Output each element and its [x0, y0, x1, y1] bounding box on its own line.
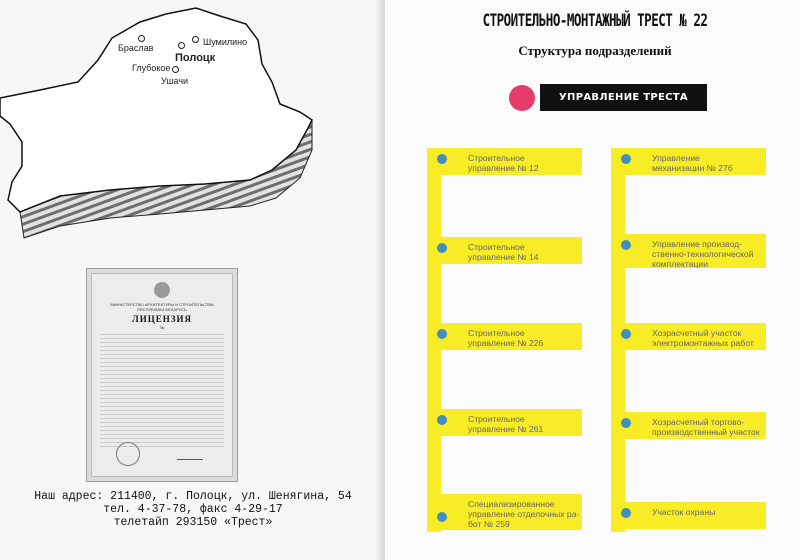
unit-card: Участок охраны: [611, 502, 766, 529]
town-ushachi: Ушачи: [161, 76, 189, 86]
town-marker: [178, 42, 185, 49]
unit-card: Хозрасчетный участок электромонтажных работ: [611, 323, 766, 350]
license-inner: [91, 273, 233, 477]
map-outline: [0, 0, 330, 240]
unit-card: Строительное управление № 12: [427, 148, 582, 175]
left-page: [0, 0, 385, 560]
unit-card: Специализированное управление отделочных ра- бот № 259: [427, 494, 582, 530]
seal-icon: [116, 442, 140, 466]
bullet-icon: [437, 154, 447, 164]
town-marker: [192, 36, 199, 43]
emblem-icon: [154, 282, 170, 298]
town-marker: [138, 35, 145, 42]
bullet-icon: [437, 512, 447, 522]
management-box: УПРАВЛЕНИЕ ТРЕСТА: [540, 84, 707, 111]
town-glubokoe: Глубокое: [132, 63, 171, 73]
bullet-icon: [437, 329, 447, 339]
unit-card: Хозрасчетный торгово- производственный участок: [611, 412, 766, 439]
bullet-icon: [621, 329, 631, 339]
license-number: №: [159, 325, 165, 330]
town-polotsk: Полоцк: [175, 52, 216, 64]
page-title: СТРОИТЕЛЬНО-МОНТАЖНЫЙ ТРЕСТ № 22: [482, 10, 708, 31]
bullet-icon: [621, 508, 631, 518]
management-dot-icon: [509, 85, 535, 111]
belarus-map: [0, 0, 330, 240]
license-ministry: МИНИСТЕРСТВО АРХИТЕКТУРЫ И СТРОИТЕЛЬСТВА РЕСПУБЛИКИ БЕЛАРУСЬ: [110, 302, 214, 312]
unit-card: Строительное управление № 226: [427, 323, 582, 350]
license-title: ЛИЦЕНЗИЯ: [132, 314, 192, 324]
teletype-line: телетайп 293150 «Трест»: [113, 516, 273, 529]
license-text-lines: [100, 334, 224, 448]
bullet-icon: [621, 240, 631, 250]
unit-card: Управление производ- ственно-технологической комплектации: [611, 234, 766, 268]
address-line: Наш адрес: 211400, г. Полоцк, ул. Шенягина, 54: [34, 490, 352, 503]
phone-line: тел. 4-37-78, факс 4-29-17: [103, 503, 283, 516]
bullet-icon: [621, 154, 631, 164]
license-document: [86, 268, 238, 482]
page-subtitle: Структура подразделений: [518, 43, 672, 58]
bullet-icon: [621, 418, 631, 428]
unit-card: Строительное управление № 261: [427, 409, 582, 436]
unit-card: Управление механизации № 276: [611, 148, 766, 175]
town-marker: [172, 66, 179, 73]
right-page: [385, 0, 800, 560]
address-block: [18, 490, 368, 529]
bullet-icon: [437, 243, 447, 253]
signature-icon: [177, 453, 206, 460]
unit-card: Строительное управление № 14: [427, 237, 582, 264]
bullet-icon: [437, 415, 447, 425]
town-shumilino: Шумилино: [203, 37, 248, 47]
town-braslav: Браслав: [118, 43, 154, 53]
